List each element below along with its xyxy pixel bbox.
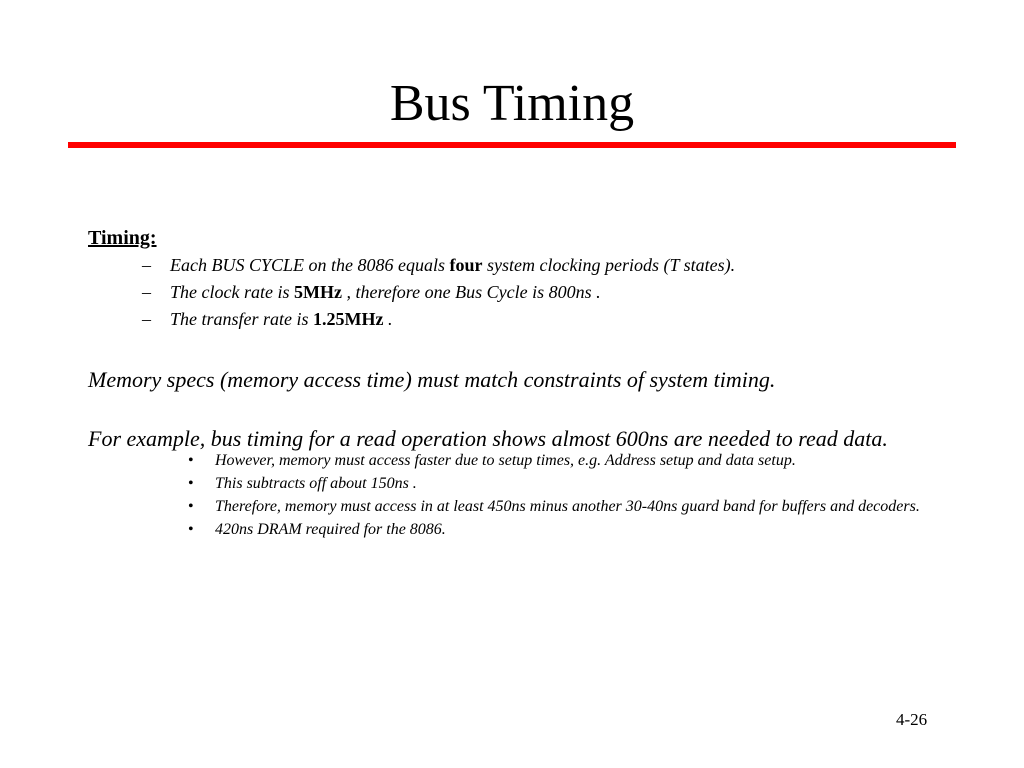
timing-item-text: system clocking periods (T states). — [482, 255, 736, 275]
timing-item-text: The clock rate is — [170, 282, 294, 302]
bullet-marker: • — [188, 475, 194, 492]
timing-item-bold: 1.25MHz — [313, 309, 384, 329]
timing-heading: Timing: — [88, 227, 157, 249]
bullet-item-text: Therefore, memory must access in at least 450ns minus another 30-40ns guard band for buffers and decoders. — [215, 498, 920, 515]
bullet-item-text: This subtracts off about 150ns . — [215, 475, 417, 492]
bullet-item — [188, 520, 928, 539]
page-number: 4-26 — [896, 710, 928, 729]
timing-list — [88, 252, 928, 333]
timing-item-text: , therefore one Bus Cycle is 800ns . — [341, 282, 601, 302]
bullet-item — [188, 451, 928, 470]
title-divider — [68, 142, 956, 148]
bullet-item-text: However, memory must access faster due to setup times, e.g. Address setup and data setup. — [215, 452, 796, 469]
example-bullet-list — [88, 451, 928, 539]
timing-item-bold: four — [449, 255, 483, 275]
timing-item-text: Each BUS CYCLE on the 8086 equals — [170, 255, 450, 275]
timing-item-text: The transfer rate is — [170, 309, 314, 329]
bullet-item — [188, 474, 928, 493]
timing-item — [142, 252, 928, 279]
dash-marker: – — [142, 255, 151, 275]
bullet-item — [188, 497, 928, 516]
timing-item-text: . — [383, 309, 393, 329]
slide-content — [88, 224, 928, 543]
bullet-marker: • — [188, 521, 194, 538]
example-paragraph: For example, bus timing for a read operation shows almost 600ns are needed to read data. — [88, 426, 888, 451]
dash-marker: – — [142, 282, 151, 302]
bullet-marker: • — [188, 498, 194, 515]
slide-title: Bus Timing — [389, 75, 635, 132]
timing-item-bold: 5MHz — [293, 282, 342, 302]
timing-item — [142, 306, 928, 333]
memory-specs-paragraph: Memory specs (memory access time) must match constraints of system timing. — [88, 367, 776, 392]
bullet-item-text: 420ns DRAM required for the 8086. — [215, 521, 446, 538]
dash-marker: – — [142, 309, 151, 329]
timing-item — [142, 279, 928, 306]
bullet-marker: • — [188, 452, 194, 469]
